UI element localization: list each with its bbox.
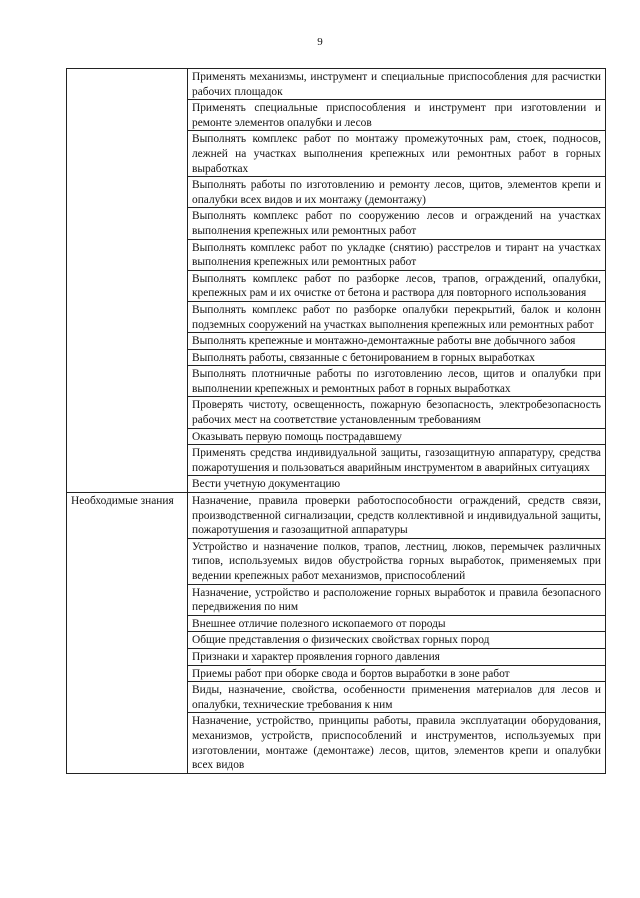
skills-item-cell <box>188 239 606 270</box>
skills-item-text: Выполнять работы по изготовлению и ремонту лесов, щитов, элементов крепи и опалубки всех видов и их монтажу (демонтажу) <box>192 179 601 206</box>
skills-item-cell <box>188 177 606 208</box>
skills-item-cell <box>188 445 606 476</box>
knowledge-item-text: Виды, назначение, свойства, особенности применения материалов для лесов и опалубки, технические требования к ним <box>192 684 601 711</box>
skills-item-cell <box>188 100 606 131</box>
knowledge-item-cell <box>188 682 606 713</box>
knowledge-item-text: Приемы работ при оборке свода и бортов выработки в зоне работ <box>192 667 510 680</box>
knowledge-item-text: Внешнее отличие полезного ископаемого от породы <box>192 617 446 630</box>
skills-item-text: Выполнять комплекс работ по разборке опалубки перекрытий, балок и колонн подземных сооружений на участках выполнения крепежных или ремонтных работ <box>192 303 601 331</box>
skills-item-text: Выполнять комплекс работ по монтажу промежуточных рам, стоек, подносов, лежней на участках выполнения крепежных или ремонтных работ в горных выработках <box>192 133 601 175</box>
knowledge-item-cell <box>188 648 606 665</box>
knowledge-item-cell <box>188 615 606 632</box>
skills-item-text: Выполнять крепежные и монтажно-демонтажные работы вне добычного забоя <box>192 335 576 348</box>
knowledge-item-text: Устройство и назначение полков, трапов, лестниц, люков, перемычек различных типов, используемых видов обустройства горных выработок, применяемых при ведении крепежных работ механизмов, приспособлений <box>192 540 601 582</box>
knowledge-item-cell <box>188 538 606 584</box>
knowledge-item-text: Назначение, устройство, принципы работы, правила эксплуатации оборудования, механизмов, устройств, приспособлений и инструментов, используемых при изготовлении, монтаже (демонтаже) лесов, щитов, элементов крепи и опалубки всех видов <box>192 715 601 772</box>
knowledge-item-text: Назначение, правила проверки работоспособности ограждений, средств связи, производственной сигнализации, средств коллективной и индивидуальной защиты, пожаротушения и газозащитной аппаратуры <box>192 495 601 537</box>
skills-item-text: Выполнять работы, связанные с бетонированием в горных выработках <box>192 351 535 364</box>
page-number: 9 <box>317 36 323 48</box>
skills-item-text: Применять специальные приспособления и инструмент при изготовлении и ремонте элементов опалубки и лесов <box>192 102 601 129</box>
knowledge-section-label-text: Необходимые знания <box>71 495 174 508</box>
knowledge-item-cell <box>188 584 606 615</box>
skills-item-text: Выполнять комплекс работ по сооружению лесов и ограждений на участках выполнения крепежных или ремонтных работ <box>192 210 601 237</box>
skills-item-cell <box>188 366 606 397</box>
skills-item-cell <box>188 301 606 332</box>
knowledge-item-text: Общие представления о физических свойствах горных пород <box>192 634 490 647</box>
knowledge-row <box>67 493 606 539</box>
skills-item-cell <box>188 349 606 366</box>
skills-item-text: Выполнять комплекс работ по укладке (снятию) расстрелов и тирант на участках выполнения крепежных или ремонтных работ <box>192 241 601 269</box>
skills-section-label <box>67 69 188 493</box>
skills-item-cell <box>188 397 606 428</box>
knowledge-item-cell <box>188 493 606 539</box>
skills-item-text: Выполнять плотничные работы по изготовлению лесов, щитов и опалубки при выполнении крепежных и ремонтных работ в горных выработках <box>192 368 601 395</box>
knowledge-section-label <box>67 493 188 774</box>
skills-item-cell <box>188 208 606 239</box>
skills-item-cell <box>188 476 606 493</box>
skills-item-text: Выполнять комплекс работ по разборке лесов, трапов, ограждений, опалубки, крепежных рам и их очистке от бетона и раствора для повторного использования <box>192 272 601 300</box>
knowledge-item-cell <box>188 665 606 682</box>
skills-item-cell <box>188 69 606 100</box>
knowledge-item-text: Признаки и характер проявления горного давления <box>192 650 440 663</box>
skills-item-text: Проверять чистоту, освещенность, пожарную безопасность, электробезопасность рабочих мест на соответствие установленным требованиям <box>192 399 601 427</box>
requirements-table-body <box>67 69 606 774</box>
skills-item-text: Оказывать первую помощь пострадавшему <box>192 430 402 443</box>
skills-item-cell <box>188 333 606 350</box>
skills-item-text: Вести учетную документацию <box>192 478 341 491</box>
knowledge-item-cell <box>188 713 606 773</box>
skills-item-cell <box>188 131 606 177</box>
skills-item-text: Применять средства индивидуальной защиты, газозащитную аппаратуру, средства пожаротушения и пользоваться аварийным инструментом в аварийных ситуациях <box>192 447 601 474</box>
knowledge-item-cell <box>188 632 606 649</box>
skills-row <box>67 69 606 100</box>
skills-item-cell <box>188 270 606 301</box>
requirements-table <box>66 68 606 774</box>
skills-item-text: Применять механизмы, инструмент и специальные приспособления для расчистки рабочих площадок <box>192 71 601 98</box>
skills-item-cell <box>188 428 606 445</box>
knowledge-item-text: Назначение, устройство и расположение горных выработок и правила безопасного передвижения по ним <box>192 586 601 614</box>
